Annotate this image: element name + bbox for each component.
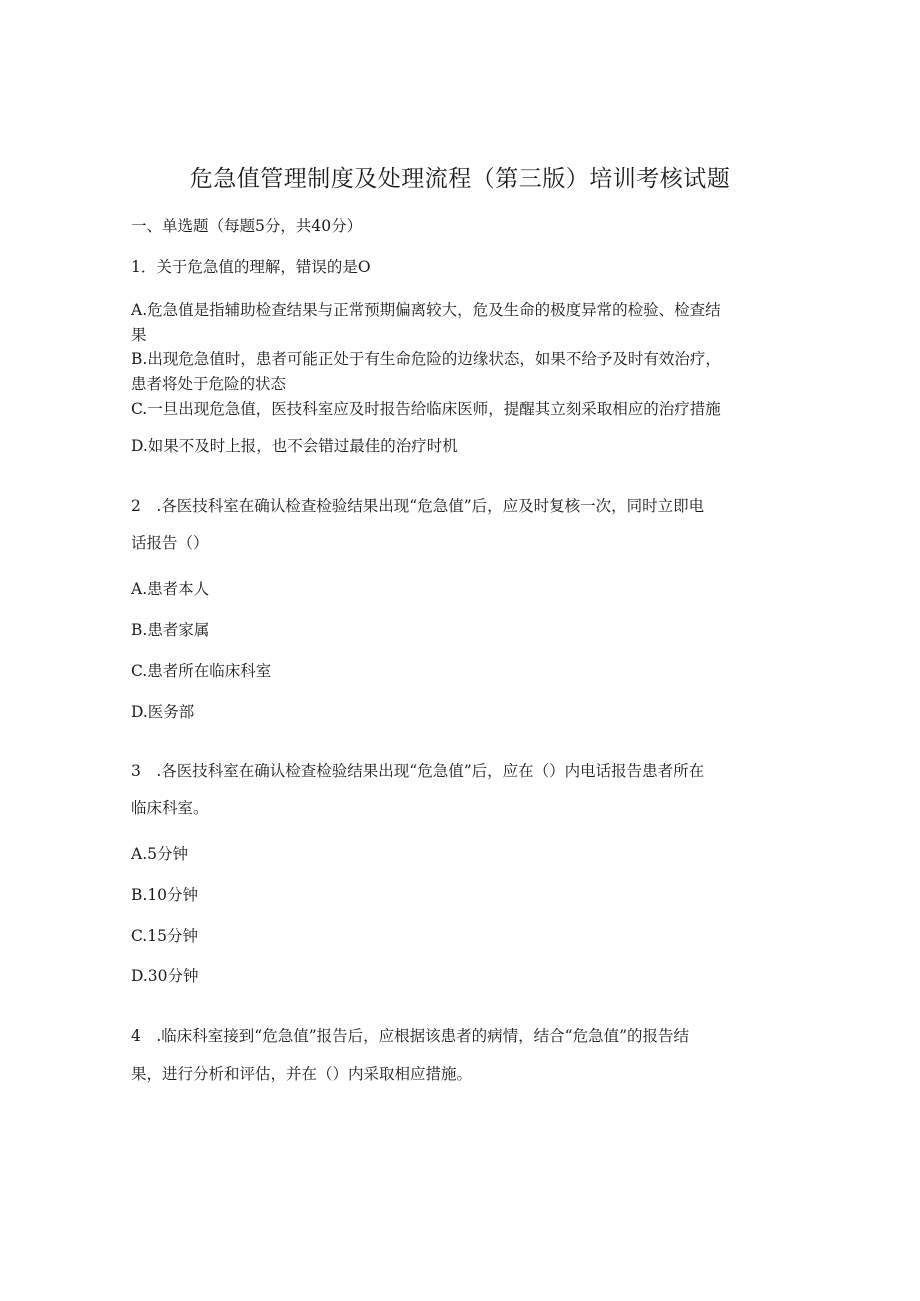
question-2-stem: 2 .各医技科室在确认检查检验结果出现“危急值”后，应及时复核一次，同时立即电 [131,497,705,515]
question-3-option-d: D.30分钟 [131,967,199,985]
question-1-option-a: A.危急值是指辅助检查结果与正常预期偏离较大，危及生命的极度异常的检验、检查结 [131,301,721,319]
question-3-option-c: C.15分钟 [131,927,198,945]
question-2-option-a: A.患者本人 [131,580,210,598]
question-3-stem-cont: 临床科室。 [131,799,209,817]
question-2-option-c: C.患者所在临床科室 [131,662,272,680]
question-1-option-b: B.出现危急值时，患者可能正处于有生命危险的边缘状态，如果不给予及时有效治疗， [131,350,721,368]
question-3-stem: 3 .各医技科室在确认检查检验结果出现“危急值”后，应在（）内电话报告患者所在 [131,762,705,780]
section-heading: 一、单选题（每题5分，共40分） [131,217,363,235]
question-3-option-a: A.5分钟 [131,845,188,863]
question-4-stem: 4 .临床科室接到“危急值”报告后，应根据该患者的病情，结合“危急值”的报告结 [131,1027,689,1045]
document-title: 危急值管理制度及处理流程（第三版）培训考核试题 [189,166,731,192]
question-1-option-c: C.一旦出现危急值，医技科室应及时报告给临床医师，提醒其立刻采取相应的治疗措施 [131,400,721,418]
question-1-option-b-cont: 患者将处于危险的状态 [131,375,287,393]
question-1-stem: 1．关于危急值的理解，错误的是O [131,258,371,276]
question-1-option-a-cont: 果 [131,326,147,344]
question-2-option-d: D.医务部 [131,703,195,721]
question-3-option-b: B.10分钟 [131,886,199,904]
question-1-option-d: D.如果不及时上报，也不会错过最佳的治疗时机 [131,437,458,455]
question-2-stem-cont: 话报告（） [131,534,209,552]
question-2-option-b: B.患者家属 [131,621,210,639]
question-4-stem-cont: 果，进行分析和评估，并在（）内采取相应措施。 [131,1065,473,1083]
